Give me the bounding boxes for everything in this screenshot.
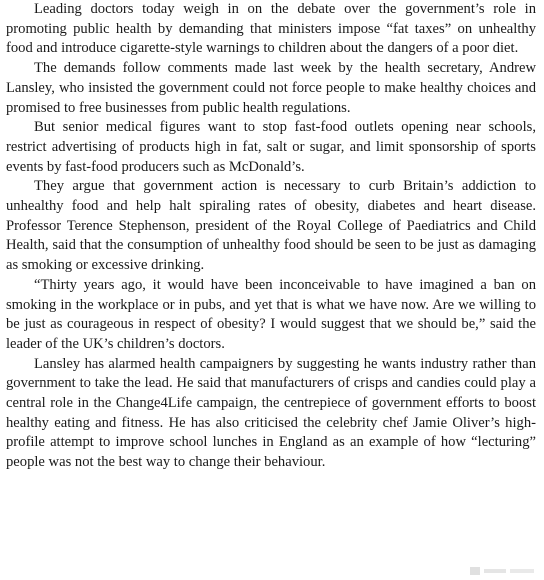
- article-body: [6, 0, 536, 473]
- paragraph-1: Leading doctors today weigh in on the debate over the government’s role in promoting public health by demanding that ministers impose “fat taxes” on unhealthy food and introduce cigarette-style warnings to children about the dangers of a poor diet.: [6, 1, 536, 57]
- paragraph-3: But senior medical figures want to stop fast-food outlets opening near schools, restrict advertising of products high in fat, salt or sugar, and limit sponsorship of sports events by fast-food producers such as McDonald’s.: [6, 119, 536, 175]
- paragraph-4: They argue that government action is necessary to curb Britain’s addiction to unhealthy food and help halt spiraling rates of obesity, diabetes and heart disease. Professor Terence Stephenson, president of the Royal College of Paediatrics and Child Health, said that the consumption of unhealthy food should be seen to be just as damaging as smoking or excessive drinking.: [6, 178, 536, 274]
- paragraph-6: Lansley has alarmed health campaigners by suggesting he wants industry rather than government to take the lead. He said that manufacturers of crisps and candies could play a central role in the Change4Life campaign, the centrepiece of government efforts to boost healthy eating and fitness. He has also criticised the celebrity chef Jamie Oliver’s high-profile attempt to improve school lunches in England as an example of how “lecturing” people was not the best way to change their behaviour.: [6, 355, 536, 471]
- paragraph-5: “Thirty years ago, it would have been inconceivable to have imagined a ban on smoking in the workplace or in pubs, and yet that is what we have now. Are we willing to be just as courageous in respect of obesity? I would suggest that we should be,” said the leader of the UK’s children’s doctors.: [6, 276, 536, 352]
- watermark-logo: [468, 564, 538, 578]
- paragraph-2: The demands follow comments made last week by the health secretary, Andrew Lansley, who insisted the government could not force people to make healthy choices and promised to free businesses from public health regulations.: [6, 60, 536, 116]
